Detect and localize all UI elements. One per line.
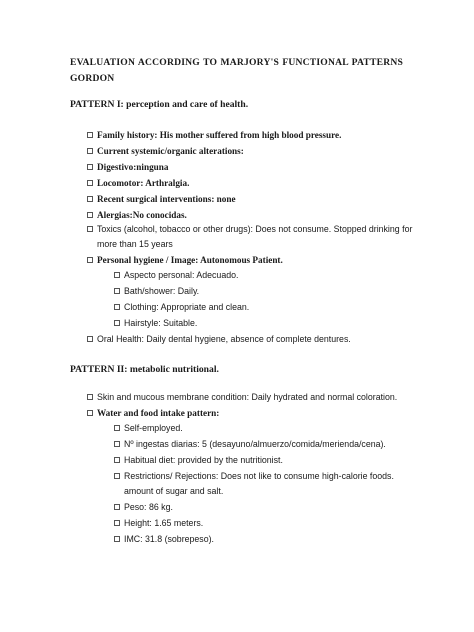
checkbox-bullet-icon	[114, 288, 120, 294]
list-item: Aspecto personal: Adecuado.	[114, 268, 238, 282]
list-item: Bath/shower: Daily.	[114, 284, 199, 298]
checkbox-bullet-icon	[87, 148, 93, 154]
list-item: Recent surgical interventions: none	[87, 192, 236, 206]
list-item: Restrictions/ Rejections: Does not like to consume high-calorie foods.	[114, 469, 394, 483]
checkbox-bullet-icon	[87, 394, 93, 400]
list-item: Peso: 86 kg.	[114, 500, 173, 514]
checkbox-bullet-icon	[87, 212, 93, 218]
checkbox-bullet-icon	[87, 336, 93, 342]
checkbox-bullet-icon	[87, 257, 93, 263]
pattern-2-heading: PATTERN II: metabolic nutritional.	[70, 364, 219, 375]
list-item: Hairstyle: Suitable.	[114, 316, 197, 330]
pattern-1-heading: PATTERN I: perception and care of health.	[70, 99, 249, 110]
checkbox-bullet-icon	[114, 272, 120, 278]
list-item: Family history: His mother suffered from high blood pressure.	[87, 128, 341, 142]
list-item: Skin and mucous membrane condition: Daily hydrated and normal coloration.	[87, 390, 397, 404]
list-item: Digestivo:ninguna	[87, 160, 168, 174]
list-item: Height: 1.65 meters.	[114, 516, 203, 530]
checkbox-bullet-icon	[114, 473, 120, 479]
checkbox-bullet-icon	[87, 226, 93, 232]
list-item: Nº ingestas diarias: 5 (desayuno/almuerzo/comida/merienda/cena).	[114, 437, 386, 451]
checkbox-bullet-icon	[114, 320, 120, 326]
list-item-continuation: amount of sugar and salt.	[124, 486, 224, 496]
list-item: Habitual diet: provided by the nutritionist.	[114, 453, 283, 467]
checkbox-bullet-icon	[114, 504, 120, 510]
list-item: Self-employed.	[114, 421, 183, 435]
list-item: Alergias:No conocidas.	[87, 208, 187, 222]
list-item: Personal hygiene / Image: Autonomous Patient.	[87, 253, 283, 267]
list-item: Clothing: Appropriate and clean.	[114, 300, 249, 314]
checkbox-bullet-icon	[114, 536, 120, 542]
checkbox-bullet-icon	[114, 457, 120, 463]
list-item: Current systemic/organic alterations:	[87, 144, 244, 158]
list-item-continuation: more than 15 years	[97, 239, 173, 249]
checkbox-bullet-icon	[87, 180, 93, 186]
list-item: Oral Health: Daily dental hygiene, absence of complete dentures.	[87, 332, 351, 346]
checkbox-bullet-icon	[114, 520, 120, 526]
list-item: IMC: 31.8 (sobrepeso).	[114, 532, 214, 546]
checkbox-bullet-icon	[114, 304, 120, 310]
checkbox-bullet-icon	[87, 132, 93, 138]
checkbox-bullet-icon	[87, 164, 93, 170]
checkbox-bullet-icon	[87, 410, 93, 416]
checkbox-bullet-icon	[114, 441, 120, 447]
list-item: Toxics (alcohol, tobacco or other drugs): Does not consume. Stopped drinking for	[87, 222, 412, 236]
list-item: Locomotor: Arthralgia.	[87, 176, 189, 190]
checkbox-bullet-icon	[114, 425, 120, 431]
document-title: EVALUATION ACCORDING TO MARJORY'S FUNCTIONAL PATTERNS GORDON	[70, 57, 403, 84]
list-item: Water and food intake pattern:	[87, 406, 219, 420]
checkbox-bullet-icon	[87, 196, 93, 202]
